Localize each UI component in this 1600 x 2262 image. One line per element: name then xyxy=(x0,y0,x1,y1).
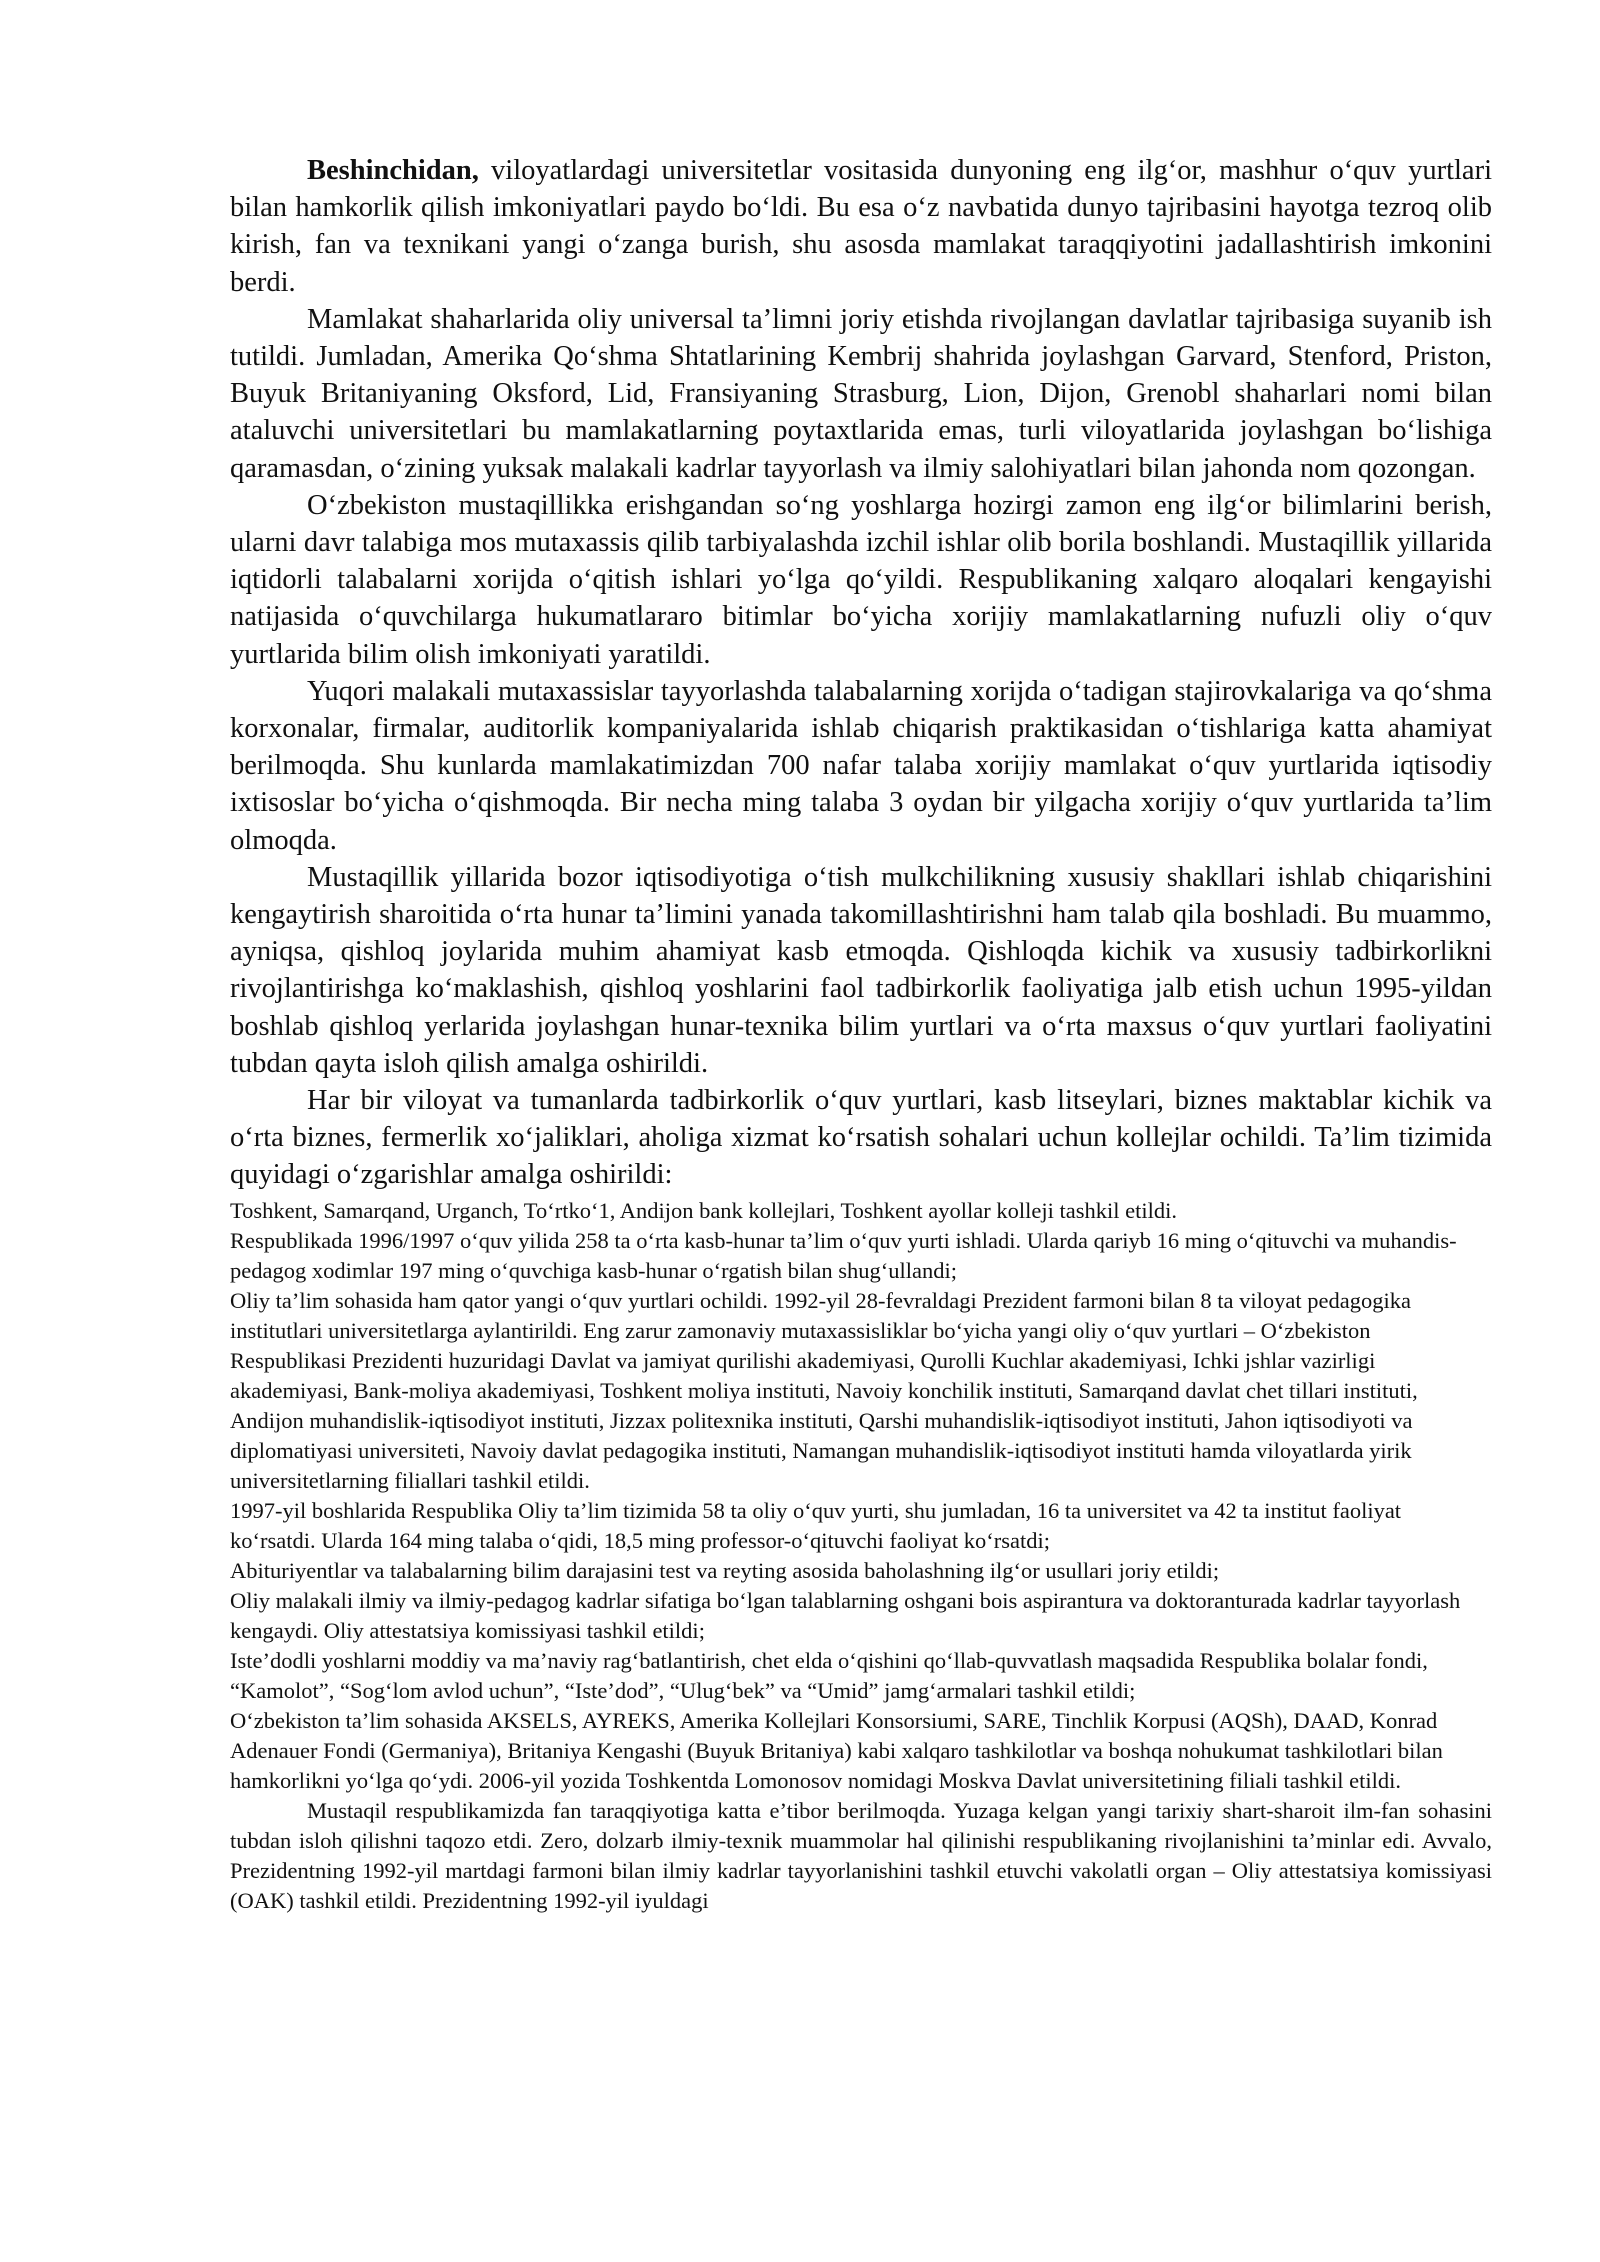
list-item: Iste’dodli yoshlarni moddiy va ma’naviy rag‘batlantirish, chet elda o‘qishini qo‘llab-quvvatlash maqsadida Respublika bolalar fondi, “Kamolot”, “Sog‘lom avlod uchun”, “Iste’dod”, “Ulug‘bek” va “Umid” jamg‘armalari tashkil etildi; xyxy=(230,1647,1428,1703)
list-item: Oliy ta’lim sohasida ham qator yangi o‘quv yurtlari ochildi. 1992-yil 28-fevraldagi Prezident farmoni bilan 8 ta viloyat pedagogika institutlari universitetlarga aylantirildi. Eng zarur zamonaviy mutaxassisliklar bo‘yicha yangi oliy o‘quv yurtlari – O‘zbekiston Respublikasi Prezidenti huzuridagi Davlat va jamiyat qurilishi akademiyasi, Qurolli Kuchlar akademiyasi, Ichki jshlar vazirligi akademiyasi, Bank-moliya akademiyasi, Toshkent moliya instituti, Navoiy konchilik instituti, Samarqand davlat chet tillari instituti, Andijon muhandislik-iqtisodiyot instituti, Jizzax politexnika instituti, Qarshi muhandislik-iqtisodiyot instituti, Jahon iqtisodiyoti va diplomatiyasi universiteti, Navoiy davlat pedagogika instituti, Namangan muhandislik-iqtisodiyot instituti hamda viloyatlarda yirik universitetlarning filiallari tashkil etildi. xyxy=(230,1287,1418,1493)
paragraph-4: Yuqori malakali mutaxassislar tayyorlashda talabalarning xorijda o‘tadigan stajirovkalariga va qo‘shma korxonalar, firmalar, auditorlik kompaniyalarida ishlab chiqarish praktikasidan o‘tishlariga katta ahamiyat berilmoqda. Shu kunlarda mamlakatimizdan 700 nafar talaba xorijiy mamlakat o‘quv yurtlarida iqtisodiy ixtisoslar bo‘yicha o‘qishmoqda. Bir necha ming talaba 3 oydan bir yilgacha xorijiy o‘quv yurtlarida ta’lim olmoqda. xyxy=(230,675,1492,856)
document-page xyxy=(230,152,1492,1916)
paragraph-5: Mustaqillik yillarida bozor iqtisodiyotiga o‘tish mulkchilikning xususiy shakllari ishlab chiqarishini kengaytirish sharoitida o‘rta hunar ta’limini yanada takomillashtirishni ham talab qila boshladi. Bu muammo, ayniqsa, qishloq joylarida muhim ahamiyat kasb etmoqda. Qishloqda kichik va xususiy tadbirkorlikni rivojlantirishga ko‘maklashish, qishloq yoshlarini faol tadbirkorlik faoliyatiga jalb etish uchun 1995-yildan boshlab qishloq yerlarida joylashgan hunar-texnika bilim yurtlari va o‘rta maxsus o‘quv yurtlari faoliyatini tubdan qayta isloh qilish amalga oshirildi. xyxy=(230,861,1492,1079)
paragraph-1-lead: Beshinchidan, xyxy=(307,155,479,186)
paragraph-2: Mamlakat shaharlarida oliy universal ta’limni joriy etishda rivojlangan davlatlar tajribasiga suyanib ish tutildi. Jumladan, Amerika Qo‘shma Shtatlarining Kembrij shahrida joylashgan Garvard, Stenford, Priston, Buyuk Britaniyaning Oksford, Lid, Fransiyaning Strasburg, Lion, Dijon, Grenobl shaharlari nomi bilan ataluvchi universitetlari bu mamlakatlarning poytaxtlarida emas, turli viloyatlarida joylashgan bo‘lishiga qaramasdan, o‘zining yuksak malakali kadrlar tayyorlash va ilmiy salohiyatlari bilan jahonda nom qozongan. xyxy=(230,303,1492,484)
main-paragraphs xyxy=(230,152,1492,1194)
list-item: O‘zbekiston ta’lim sohasida AKSELS, AYREKS, Amerika Kollejlari Konsorsiumi, SARE, Tinchlik Korpusi (AQSh), DAAD, Konrad Adenauer Fondi (Germaniya), Britaniya Kengashi (Buyuk Britaniya) kabi xalqaro tashkilotlar va boshqa nohukumat tashkilotlari bilan hamkorlikni yo‘lga qo‘ydi. 2006-yil yozida Toshkentda Lomonosov nomidagi Moskva Davlat universitetining filiali tashkil etildi. xyxy=(230,1707,1443,1793)
changes-list xyxy=(230,1196,1492,1796)
final-paragraph: Mustaqil respublikamizda fan taraqqiyotiga katta e’tibor berilmoqda. Yuzaga kelgan yangi tarixiy shart-sharoit ilm-fan sohasini tubdan isloh qilishni taqozo etdi. Zero, dolzarb ilmiy-texnik muammolar hal qilinishi respublikaning rivojlanishini ta’minlar edi. Avvalo, Prezidentning 1992-yil martdagi farmoni bilan ilmiy kadrlar tayyorlanishini tashkil etuvchi vakolatli organ – Oliy attestatsiya komissiyasi (OAK) tashkil etildi. Prezidentning 1992-yil iyuldagi xyxy=(230,1797,1492,1913)
list-item: Oliy malakali ilmiy va ilmiy-pedagog kadrlar sifatiga bo‘lgan talablarning oshgani bois aspirantura va doktoranturada kadrlar tayyorlash kengaydi. Oliy attestatsiya komissiyasi tashkil etildi; xyxy=(230,1587,1461,1643)
paragraph-1 xyxy=(230,152,1492,301)
list-item: Abituriyentlar va talabalarning bilim darajasini test va reyting asosida baholashning ilg‘or usullari joriy etildi; xyxy=(230,1557,1220,1583)
paragraph-3: O‘zbekiston mustaqillikka erishgandan so‘ng yoshlarga hozirgi zamon eng ilg‘or bilimlarini berish, ularni davr talabiga mos mutaxassis qilib tarbiyalashda izchil ishlar olib borila boshlandi. Mustaqillik yillarida iqtidorli talabalarni xorijda o‘qitish ishlari yo‘lga qo‘yildi. Respublikaning xalqaro aloqalari kengayishi natijasida o‘quvchilarga hukumatlararo bitimlar bo‘yicha xorijiy mamlakatlarning nufuzli oliy o‘quv yurtlarida bilim olish imkoniyati yaratildi. xyxy=(230,489,1492,670)
list-item: Toshkent, Samarqand, Urganch, To‘rtko‘1, Andijon bank kollejlari, Toshkent ayollar kolleji tashkil etildi. xyxy=(230,1197,1177,1223)
final-section xyxy=(230,1796,1492,1916)
list-item: 1997-yil boshlarida Respublika Oliy ta’lim tizimida 58 ta oliy o‘quv yurti, shu jumladan, 16 ta universitet va 42 ta institut faoliyat ko‘rsatdi. Ularda 164 ming talaba o‘qidi, 18,5 ming professor-o‘qituvchi faoliyat ko‘rsatdi; xyxy=(230,1497,1402,1553)
paragraph-1-text: viloyatlardagi universitetlar vositasida dunyoning eng ilg‘or, mashhur o‘quv yurtlari bilan hamkorlik qilish imkoniyatlari paydo bo‘ldi. Bu esa o‘z navbatida dunyo tajribasini hayotga tezroq olib kirish, fan va texnikani yangi o‘zanga burish, shu asosda mamlakat taraqqiyotini jadallashtirish imkonini berdi. xyxy=(230,155,1492,298)
paragraph-6: Har bir viloyat va tumanlarda tadbirkorlik o‘quv yurtlari, kasb litseylari, biznes maktablar kichik va o‘rta biznes, fermerlik xo‘jaliklari, aholiga xizmat ko‘rsatish sohalari uchun kollejlar ochildi. Ta’lim tizimida quyidagi o‘zgarishlar amalga oshirildi: xyxy=(230,1085,1492,1191)
list-item: Respublikada 1996/1997 o‘quv yilida 258 ta o‘rta kasb-hunar ta’lim o‘quv yurti ishladi. Ularda qariyb 16 ming o‘qituvchi va muhandis-pedagog xodimlar 197 ming o‘quvchiga kasb-hunar o‘rgatish bilan shug‘ullandi; xyxy=(230,1227,1457,1283)
